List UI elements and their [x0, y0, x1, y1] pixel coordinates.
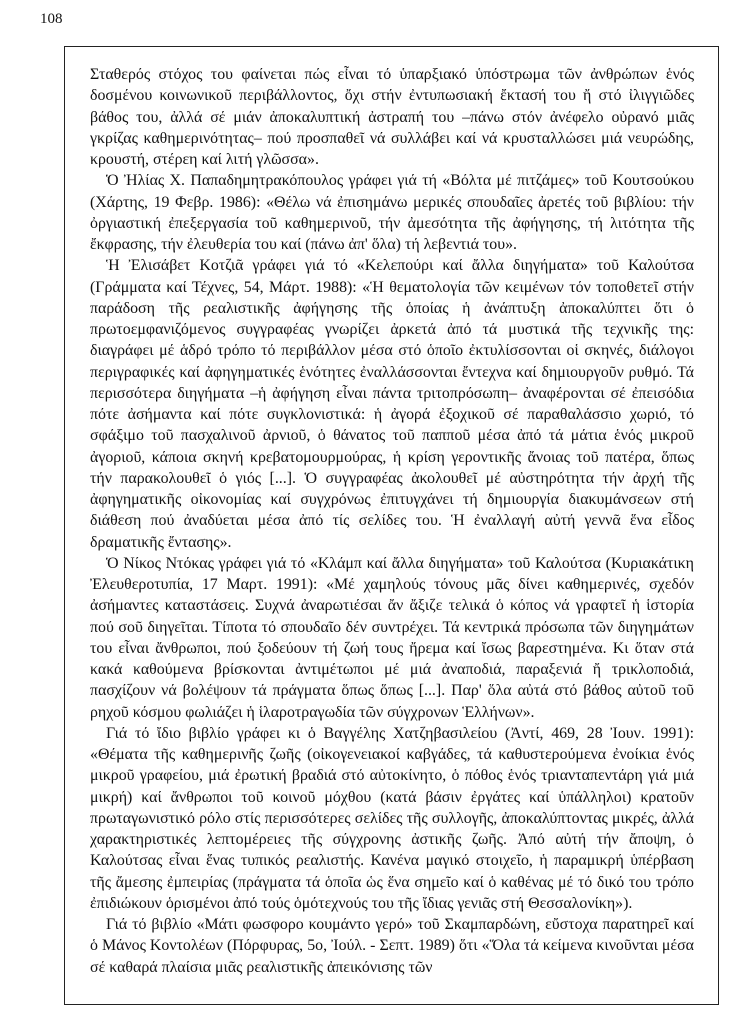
paragraph: Γιά τό βιβλίο «Μάτι φωσφορο κουμάντο γερό» τοῦ Σκαμπαρδώνη, εὔστοχα παρατηρεῖ καί ὁ Μάνος Κοντολέων (Πόρφυρας, 5ο, Ἰούλ. - Σεπτ. 1989) ὅτι «Ὅλα τά κείμενα κινοῦνται μέσα σέ καθαρά πλαίσια μιᾶς ρεαλιστικῆς ἀπεικόνισης τῶν [90, 916, 694, 976]
paragraph: Ἡ Ἐλισάβετ Κοτζιᾶ γράφει γιά τό «Κελεπούρι καί ἄλλα διηγήματα» τοῦ Καλούτσα (Γράμματα καί Τέχνες, 54, Μάρτ. 1988): «Ἡ θεματολογία τῶν κειμένων τόν τοποθετεῖ στήν παράδοση τῆς ρεαλιστικῆς ἀφήγησης τῆς ὁποίας ἡ ἀνάπτυξη ἀποκαλύπτει ὅτι ὁ πρωτοεμφανιζόμενος συγγραφέας γνωρίζει ἀρκετά ἀπό τά μυστικά τῆς τεχνικῆς της: διαγράφει μέ ἁδρό τρόπο τό περιβάλλον μέσα στό ὁποῖο ἐκτυλίσσονται οἱ σκηνές, διάλογοι περιγραφικές καί ἀφηγηματικές ἑνότητες ἐναλλάσσονται ἔντεχνα καί δημιουργοῦν ρυθμό. Τά περισσότερα διηγήματα –ἡ ἀφήγηση εἶναι πάντα τριτοπρόσωπη– ἀναφέρονται σέ ἐπεισόδια πότε ἀσήμαντα καί πότε συγκλονιστικά: ἡ ἀγορά ἐξοχικοῦ σέ παραθαλάσσιο χωριό, τό σφάξιμο τοῦ πασχαλινοῦ ἀρνιοῦ, ὁ θάνατος τοῦ παπποῦ μέσα ἀπό τά μάτια ἑνός μικροῦ ἀγοριοῦ, κάποια σκηνή κρεβατομουρμούρας, ἡ κρίση γεροντικῆς ἄνοιας τοῦ πατέρα, ὅπως τήν παρακολουθεῖ ὁ γιός [...]. Ὁ συγγραφέας ἀκολουθεῖ μέ αὐστηρότητα τήν ἀρχή τῆς ἀφηγηματικῆς οἰκονομίας καί συγχρόνως ἐπιτυγχάνει τή δημιουργία διακυμάνσεων στή διάθεση πού ἀναδύεται μέσα ἀπό τίς σελίδες του. Ἡ ἐναλλαγή αὐτή γεννᾶ ἕνα εἶδος δραματικῆς ἔντασης». [90, 257, 694, 551]
paragraph: Ὁ Νίκος Ντόκας γράφει γιά τό «Κλάμπ καί ἄλλα διηγήματα» τοῦ Καλούτσα (Κυριακάτικη Ἐλευθεροτυπία, 17 Μαρτ. 1991): «Μέ χαμηλούς τόνους μᾶς δίνει καθημερινές, σχεδόν ἀσήμαντες καταστάσεις. Συχνά ἀναρωτιέσαι ἄν ἄξιζε τελικά ὁ κόπος νά γραφτεῖ ἡ ἱστορία πού σοῦ διηγεῖται. Τίποτα τό σπουδαῖο δέν συντρέχει. Τά κεντρικά πρόσωπα τῶν διηγημάτων του εἶναι ἄνθρωποι, πού ξοδεύουν τή ζωή τους ἤρεμα καί ἴσως βαρεστημένα. Κι ὅταν στά κακά καθούμενα βρίσκονται ἀντιμέτωποι μέ μιά ἀναποδιά, παραξενιά ἤ τρικλοποδιά, πασχίζουν νά βολέψουν τά πράγματα ὅπως ὅπως [...]. Παρ' ὅλα αὐτά στό βάθος αὐτοῦ τοῦ ρηχοῦ κόσμου φωλιάζει ἡ ἱλαροτραγωδία τῶν σύγχρονων Ἑλλήνων». [90, 554, 694, 721]
paragraph: Γιά τό ἴδιο βιβλίο γράφει κι ὁ Βαγγέλης Χατζηβασιλείου (Ἀντί, 469, 28 Ἰουν. 1991): «Θέματα τῆς καθημερινῆς ζωῆς (οἰκογενειακοί καβγάδες, τά καθυστερούμενα ἐνοίκια ἑνός μικροῦ γραφείου, μιά ἐρωτική βραδιά στό αὐτοκίνητο, ὁ πόθος ἑνός τριανταπεντάρη γιά μιά μικρή) καί ἄνθρωποι τοῦ κοινοῦ μόχθου (κατά βάσιν ἐργάτες καί ὑπάλληλοι) κρατοῦν πρωταγωνιστικό ρόλο στίς περισσότερες σελίδες τῆς συλλογῆς, ἀποκαλύπτοντας μικρές, ἀλλά χαρακτηριστικές λεπτομέρειες τῆς σύγχρονης ἀστικῆς ζωῆς. Ἀπό αὐτή τήν ἄποψη, ὁ Καλούτσας εἶναι ἕνας τυπικός ρεαλιστής. Κανένα μαγικό στοιχεῖο, ἡ παραμικρή ὑπέρβαση τῆς ἄμεσης ἐμπειρίας (πράγματα τά ὁποῖα ὡς ἕνα σημεῖο καί ὁ καθένας μέ τό δικό του τρόπο ἐπιδιώκουν ὁρισμένοι ἀπό τούς ὁμότεχνούς του τῆς ἴδιας γενιᾶς στή Θεσσαλονίκη»). [90, 724, 694, 912]
paragraph: Ὁ Ἠλίας Χ. Παπαδημητρακόπουλος γράφει γιά τή «Βόλτα μέ πιτζάμες» τοῦ Κουτσούκου (Χάρτης, 19 Φεβρ. 1986): «Θέλω νά ἐπισημάνω μερικές σπουδαῖες ἀρετές τοῦ βιβλίου: τήν ὀργιαστική ἐπεξεργασία τοῦ καθημερινοῦ, τήν ἀμεσότητα τῆς ἀφήγησης, τή λιτότητα τῆς ἔκφρασης, τήν ἐλευθερία του καί (πάνω ἀπ' ὅλα) τή λεβεντιά του». [90, 172, 694, 253]
paragraph: Σταθερός στόχος του φαίνεται πώς εἶναι τό ὑπαρξιακό ὑπόστρωμα τῶν ἀνθρώπων ἑνός δοσμένου κοινωνικοῦ περιβάλλοντος, ὄχι στήν ἐντυπωσιακή ἔκτασή του ἤ στό ἰλιγγιῶδες βάθος του, ἀλλά σέ μιάν ἀποκαλυπτική ἀστραπή του –πάνω στόν ἀνέφελο οὐρανό μιᾶς γκρίζας καθημερινότητας– πού προσπαθεῖ νά συλλάβει καί νά κρυσταλλώσει μιά νευρώδης, κρουστή, στέρεη καί λιτή γλῶσσα». [90, 66, 694, 168]
page-number: 108 [40, 11, 63, 27]
body-text [90, 64, 694, 978]
